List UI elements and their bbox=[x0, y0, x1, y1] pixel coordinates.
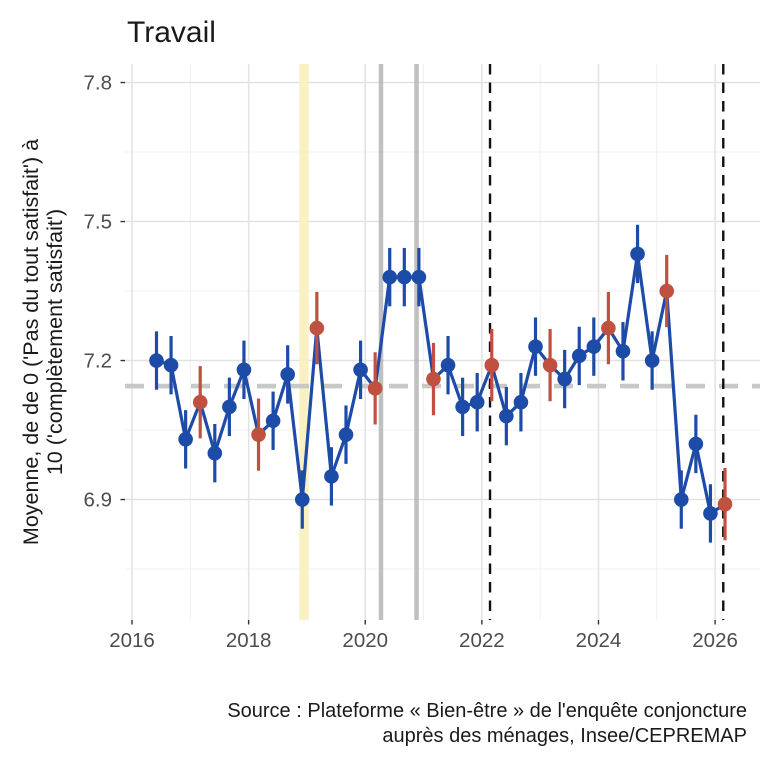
data-point-blue bbox=[295, 492, 310, 507]
x-tick-label: 2020 bbox=[342, 629, 389, 652]
data-point-blue bbox=[499, 409, 514, 424]
y-axis-title-line1: Moyenne, de de 0 ('Pas du tout satisfait') à bbox=[19, 138, 43, 546]
data-point-blue bbox=[703, 506, 718, 521]
data-point-blue bbox=[470, 395, 485, 410]
data-point-blue bbox=[149, 353, 164, 368]
chart-title: Travail bbox=[127, 16, 216, 49]
highlight-band bbox=[299, 64, 308, 620]
data-point-blue bbox=[630, 247, 645, 262]
data-point-blue bbox=[455, 400, 470, 415]
data-point-blue bbox=[412, 270, 427, 285]
highlight-band-layer bbox=[299, 64, 308, 620]
data-point-blue bbox=[382, 270, 397, 285]
data-point-red bbox=[193, 395, 208, 410]
source-caption-line1: Source : Plateforme « Bien-être » de l'enquête conjoncture bbox=[227, 700, 747, 722]
data-point-blue bbox=[266, 413, 281, 428]
data-point-blue bbox=[164, 358, 179, 373]
y-tick-label: 7.2 bbox=[83, 349, 112, 373]
data-point-red bbox=[251, 427, 266, 442]
data-point-blue bbox=[397, 270, 412, 285]
data-point-blue bbox=[353, 363, 368, 378]
data-point-red bbox=[543, 358, 558, 373]
series-line bbox=[157, 254, 726, 513]
data-point-blue bbox=[557, 372, 572, 387]
x-tick-label: 2018 bbox=[225, 629, 272, 652]
data-point-blue bbox=[339, 427, 354, 442]
x-tick-label: 2026 bbox=[692, 629, 738, 652]
y-tick-label: 7.5 bbox=[83, 210, 112, 234]
data-point-red bbox=[718, 497, 733, 512]
data-point-blue bbox=[237, 363, 252, 378]
data-point-blue bbox=[280, 367, 295, 382]
data-point-blue bbox=[572, 349, 587, 364]
data-point-red bbox=[659, 284, 674, 299]
data-point-red bbox=[426, 372, 441, 387]
data-point-blue bbox=[178, 432, 193, 447]
data-point-red bbox=[310, 321, 325, 336]
y-tick-label: 6.9 bbox=[83, 488, 112, 512]
data-point-red bbox=[484, 358, 499, 373]
y-tick-label: 7.8 bbox=[83, 71, 112, 95]
data-point-red bbox=[601, 321, 616, 336]
data-point-red bbox=[368, 381, 383, 396]
data-point-blue bbox=[616, 344, 631, 359]
gridlines-layer bbox=[125, 64, 760, 620]
data-point-blue bbox=[324, 469, 339, 484]
x-tick-label: 2024 bbox=[575, 629, 622, 652]
data-point-blue bbox=[207, 446, 222, 461]
x-tick-label: 2016 bbox=[109, 629, 155, 652]
y-axis-title-line2: 10 ('complètement satisfait') bbox=[43, 208, 67, 476]
data-point-blue bbox=[528, 339, 543, 354]
data-point-blue bbox=[222, 400, 237, 415]
x-tick-label: 2022 bbox=[459, 629, 505, 652]
reference-lines-layer bbox=[125, 64, 760, 620]
data-point-blue bbox=[514, 395, 529, 410]
data-point-blue bbox=[587, 339, 602, 354]
data-point-blue bbox=[689, 437, 704, 452]
data-point-blue bbox=[645, 353, 660, 368]
data-series-layer bbox=[149, 225, 732, 543]
source-caption-line2: auprès des ménages, Insee/CEPREMAP bbox=[382, 725, 747, 747]
data-point-blue bbox=[674, 492, 689, 507]
data-point-blue bbox=[441, 358, 456, 373]
axis-labels-layer bbox=[84, 72, 738, 652]
